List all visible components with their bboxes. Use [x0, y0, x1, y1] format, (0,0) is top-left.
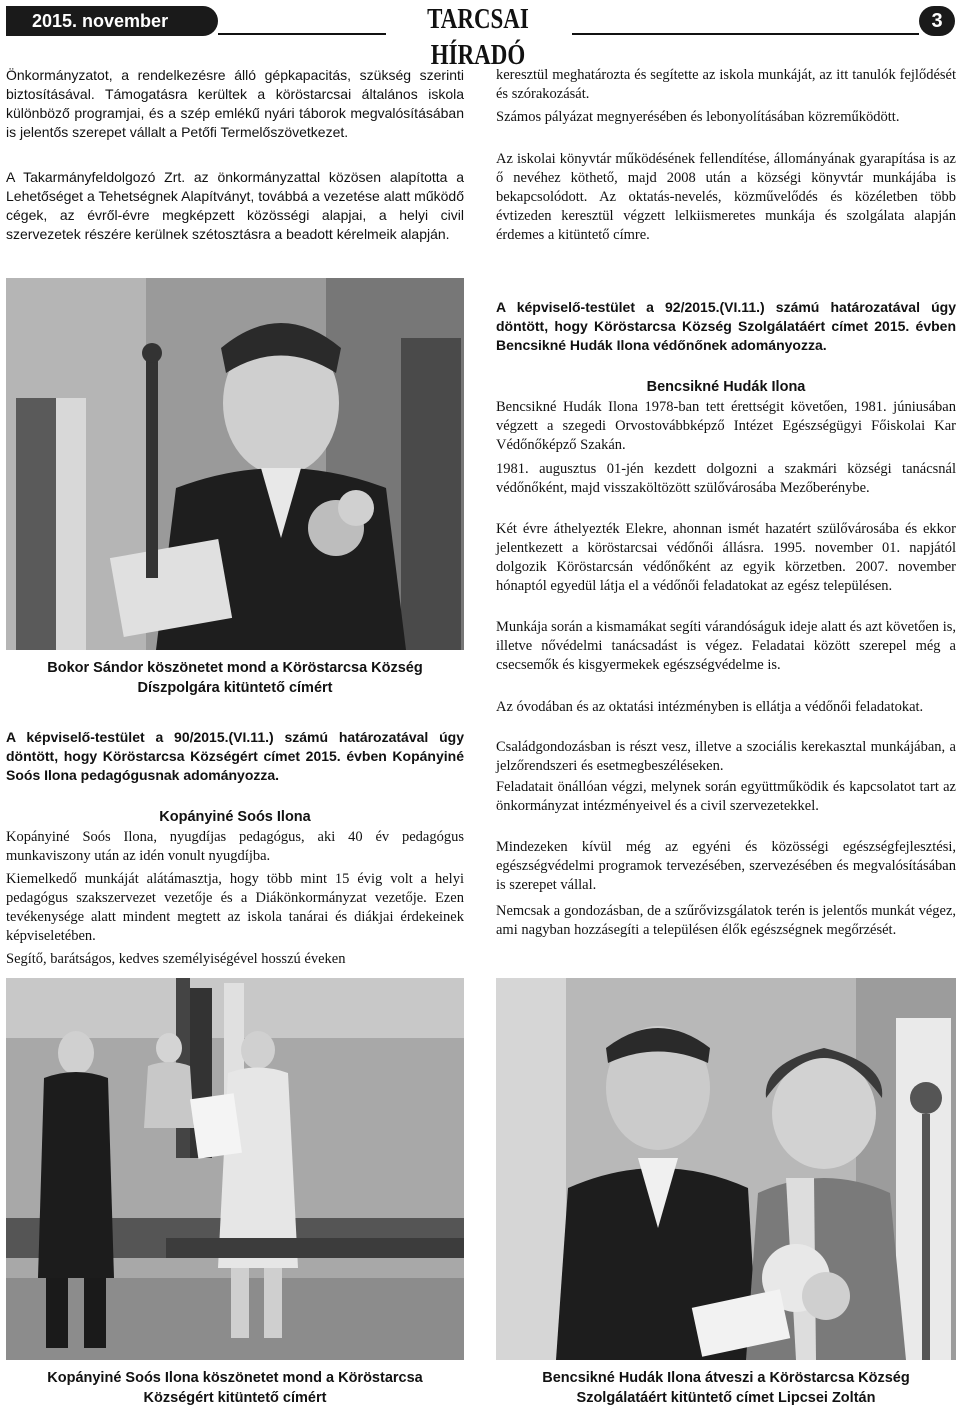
left-paragraph-2: A Takarmányfeldolgozó Zrt. az önkormányzattal közösen alapította a Lehetőséget a Tehetségnek Alapítványt, továbbá a vezetése alatt működő cégek, az évről-évre megképzett közösségi alapjai, a helyi civil szervezetek részére kerülnek szétosztásra a beadott kérelmeik alapján.: [6, 169, 464, 242]
right-paragraph-2: Számos pályázat megnyerésében és lebonyolításában közreműködött.: [496, 109, 900, 125]
header-rule-left: [218, 33, 386, 35]
right-person-heading: Bencsikné Hudák Ilona: [646, 379, 806, 395]
right-bio-2: 1981. augusztus 01-jén kezdett dolgozni a szakmári községi tanácsnál védőnőként, majd visszaköltözött szülővárosába Mezőberénybe.: [496, 461, 956, 496]
photo-bokor-sandor: [6, 278, 464, 650]
right-bio-3: Két évre áthelyezték Elekre, ahonnan ismét hazatért szülővárosába és ekkor jelentkezett a köröstarcsai védőnői állásra. 1995. november 01. napjától dolgozik Köröstarcsán védőnőként az egyik körzetben. 2007. november hónaptól egyedül látja el a védőnői feladatokat az egész településen.: [496, 521, 956, 594]
photo1-caption: [6, 658, 464, 698]
page-header: [0, 0, 960, 71]
issue-date-badge: 2015. november: [6, 6, 218, 36]
right-bio-8: Mindezeken kívül még az egyéni és közösségi egészségfejlesztési, egészségvédelmi programok tervezésében, szervezésében és megvalósításában is szerepet vállal.: [496, 839, 956, 893]
photo1-caption-line2: Díszpolgára kitüntető címért: [137, 680, 333, 696]
page-number-badge: 3: [919, 6, 955, 36]
right-paragraph-3: Az iskolai könyvtár működésének fellendítése, állományának gyarapítása is az ő nevéhez köthető, majd 2008 után a községi könyvtár munkájába is bekapcsolódott. Az oktatás-nevelés, közművelődés és közéletben több évtizeden keresztül végzett lelkiismeretes munkája és szolgálata alapján érdemes a kitüntető címre.: [496, 151, 956, 243]
right-paragraph-1: keresztül meghatározta és segítette az iskola munkáját, az itt tanulók fejlődését és szórakozását.: [496, 67, 956, 102]
header-rule-right: [572, 33, 919, 35]
right-bio-6: Családgondozásban is részt vesz, illetve a szociális kerekasztal munkájában, a jelzőrendszeri és esetmegbeszéléseken.: [496, 739, 956, 774]
right-resolution: A képviselő-testület a 92/2015.(VI.11.) számú határozatával úgy döntött, hogy Köröstarcsa Község Szolgálatáért címet 2015. évben Bencsikné Hudák Ilona védőnőnek adományozza.: [496, 299, 956, 353]
photo1-caption-line1: Bokor Sándor köszönetet mond a Köröstarcsa Község: [47, 660, 423, 676]
left-paragraph-1: Önkormányzatot, a rendelkezésre álló gépkapacitás, szükség szerinti biztosításával. Támogatásra kerültek a köröstarcsai általános iskola különböző programjai, és a szép emlékű nyári táborok megvalósításában is jelentős szerepet vállalt a Petőfi Termelőszövetkezet.: [6, 67, 464, 140]
photo3-caption: [496, 1368, 956, 1408]
left-resolution: A képviselő-testület a 90/2015.(VI.11.) számú határozatával úgy döntött, hogy Köröstarcsa Községért címet 2015. évben Kopányiné Soós Ilona pedagógusnak adományozza.: [6, 729, 464, 783]
left-bio-3: Segítő, barátságos, kedves személyiségével hosszú éveken: [6, 951, 346, 967]
photo2-caption-line2: Községért kitüntető címért: [143, 1390, 327, 1406]
left-person-heading: Kopányiné Soós Ilona: [159, 809, 311, 825]
right-bio-1: Bencsikné Hudák Ilona 1978-ban tett érettségit követően, 1981. júniusában végzett a szegedi Orvostovábbképző Intézet Egészségügyi Főiskolai Kar Védőnőképző Szakán.: [496, 399, 956, 453]
photo-kopanyine: [6, 978, 464, 1360]
photo2-caption-line1: Kopányiné Soós Ilona köszönetet mond a Köröstarcsa: [47, 1370, 423, 1386]
right-bio-7: Feladatait önállóan végzi, melynek során együttműködik és kapcsolatot tart az önkormányzat intézményeivel és a civil szervezetekkel.: [496, 779, 956, 814]
photo-bencsikne: [496, 978, 956, 1360]
left-bio-2: Kiemelkedő munkáját alátámasztja, hogy több mint 15 évig volt a helyi pedagógus szakszervezet vezetője és a Diákönkormányzat vezetője. Ezen tevékenysége alatt mindent megtett az iskola tanárai és diákjai érdekeinek képviseletében.: [6, 871, 464, 944]
left-bio-1: Kopányiné Soós Ilona, nyugdíjas pedagógus, aki 40 év pedagógus munkaviszony után az idén vonult nyugdíjba.: [6, 829, 464, 864]
photo3-caption-line2: Szolgálatáért kitüntető címet Lipcsei Zoltán: [576, 1390, 876, 1406]
newspaper-title: TARCSAI HÍRADÓ: [427, 4, 529, 71]
right-bio-4: Munkája során a kismamákat segíti várandóságuk ideje alatt és azt követően is, illetve nővédelmi tanácsadást is végez. Feladatai között szerepel még a csecsemők és kisgyermekek egészségvédelme is.: [496, 619, 956, 673]
right-bio-5: Az óvodában és az oktatási intézményben is ellátja a védőnői feladatokat.: [496, 699, 924, 715]
photo3-caption-line1: Bencsikné Hudák Ilona átveszi a Köröstarcsa Község: [542, 1370, 910, 1386]
right-bio-9: Nemcsak a gondozásban, de a szűrővizsgálatok terén is jelentős munkát végez, ami nagyban hozzásegíti a településen élők egészségnek megőrzését.: [496, 903, 956, 938]
photo2-caption: [6, 1368, 464, 1408]
